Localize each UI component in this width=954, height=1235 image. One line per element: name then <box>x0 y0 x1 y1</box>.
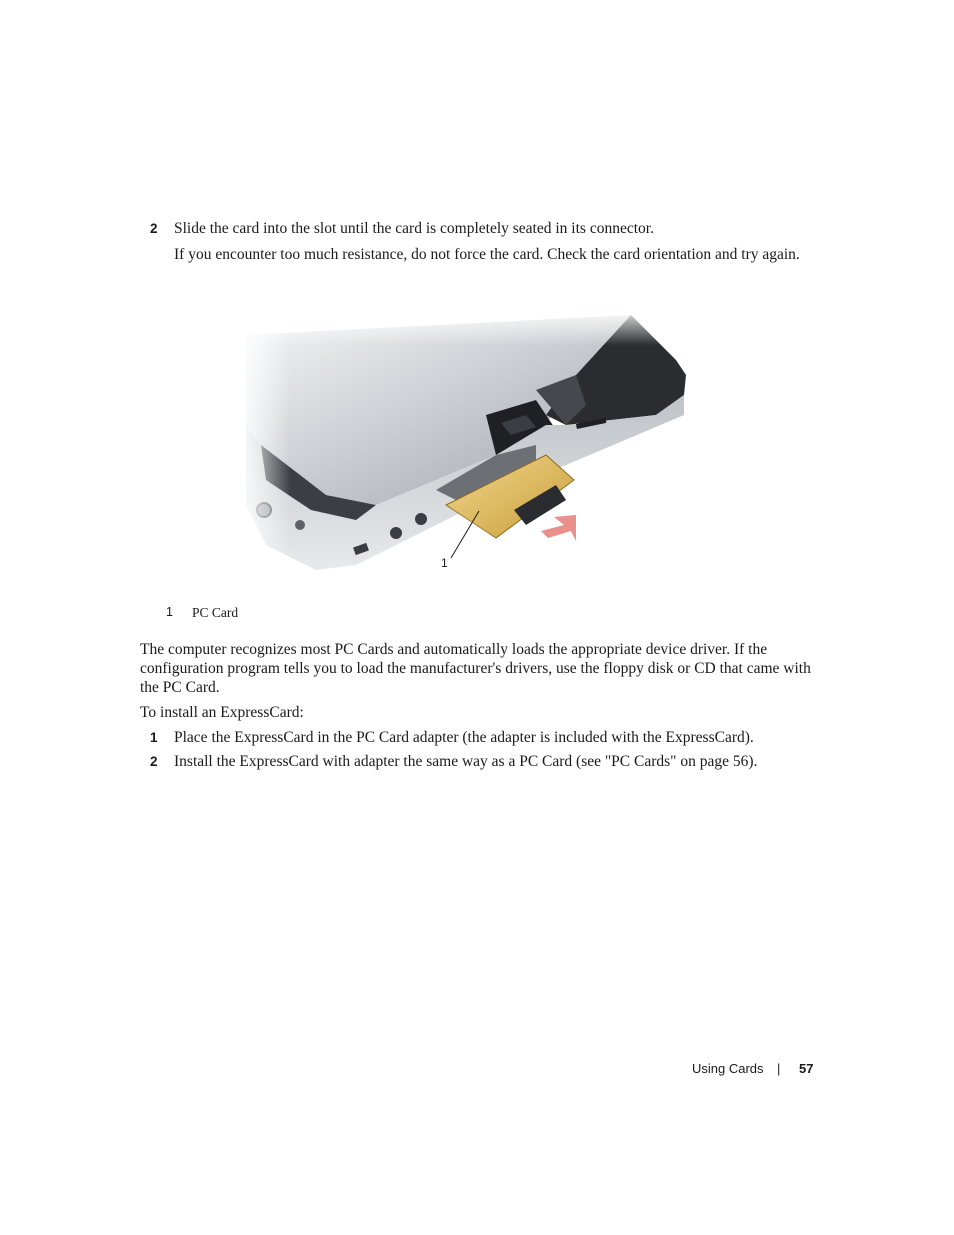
step-number: 2 <box>150 221 158 236</box>
paragraph-line: the PC Card. <box>140 679 220 696</box>
paragraph-line: configuration program tells you to load the manufacturer's drivers, use the floppy disk or CD that came with <box>140 660 811 677</box>
paragraph-line: The computer recognizes most PC Cards and automatically loads the appropriate device driver. If the <box>140 641 768 658</box>
step-number: 1 <box>150 730 158 745</box>
recognition-paragraph <box>140 640 811 697</box>
caption-text: PC Card <box>192 605 239 620</box>
figure-callout-1: 1 <box>441 556 448 570</box>
footer-page-number: 57 <box>799 1061 814 1076</box>
expresscard-intro: To install an ExpressCard: <box>140 704 304 721</box>
caption-number: 1 <box>166 605 173 619</box>
footer-section-title: Using Cards <box>692 1061 764 1076</box>
footer-separator: | <box>777 1061 781 1076</box>
step-text: Slide the card into the slot until the card is completely seated in its connector. <box>174 220 654 237</box>
step-number: 2 <box>150 754 158 769</box>
laptop-pc-card-illustration <box>236 305 691 575</box>
step-text: Place the ExpressCard in the PC Card adapter (the adapter is included with the ExpressCard). <box>174 729 754 746</box>
step-text: Install the ExpressCard with adapter the same way as a PC Card (see "PC Cards" on page 56). <box>174 753 758 770</box>
resistance-note: If you encounter too much resistance, do not force the card. Check the card orientation and try again. <box>174 246 800 263</box>
